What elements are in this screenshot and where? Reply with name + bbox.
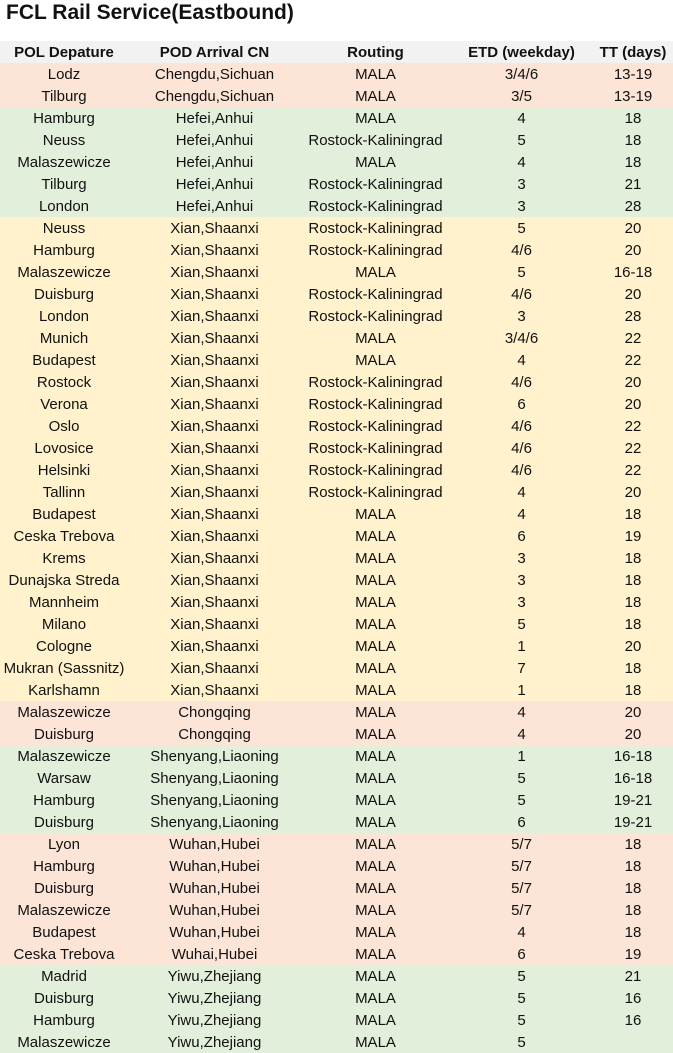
cell-routing: Rostock-Kaliningrad [308, 395, 443, 413]
cell-routing: Rostock-Kaliningrad [308, 285, 443, 303]
cell-etd: 6 [517, 813, 526, 831]
cell-tt: 18 [624, 681, 642, 699]
cell-etd: 3 [517, 571, 526, 589]
cell-etd: 4/6 [511, 285, 532, 303]
cell-etd: 4 [517, 725, 526, 743]
cell-routing: MALA [355, 681, 396, 699]
cell-etd: 1 [517, 681, 526, 699]
table-row [0, 195, 673, 217]
cell-etd: 5/7 [511, 879, 532, 897]
cell-pod: Yiwu,Zhejiang [167, 1033, 262, 1051]
cell-tt: 20 [624, 725, 642, 743]
cell-routing: MALA [355, 87, 396, 105]
cell-etd: 6 [517, 527, 526, 545]
cell-pol: Duisburg [33, 725, 95, 743]
cell-etd: 3/4/6 [504, 65, 539, 83]
cell-tt: 18 [624, 923, 642, 941]
cell-etd: 5/7 [511, 857, 532, 875]
cell-pol: Malaszewicze [17, 703, 111, 721]
cell-pol: Hamburg [33, 857, 95, 875]
cell-pol: Ceska Trebova [13, 945, 115, 963]
cell-pod: Xian,Shaanxi [170, 483, 259, 501]
cell-etd: 5 [517, 219, 526, 237]
cell-tt: 22 [624, 461, 642, 479]
table-row [0, 393, 673, 415]
table-row [0, 1031, 673, 1053]
cell-tt: 18 [624, 131, 642, 149]
cell-routing: Rostock-Kaliningrad [308, 175, 443, 193]
cell-etd: 4/6 [511, 461, 532, 479]
header-pod: POD Arrival CN [159, 43, 270, 61]
cell-etd: 5 [517, 131, 526, 149]
table-row [0, 877, 673, 899]
cell-pol: Duisburg [33, 813, 95, 831]
cell-routing: MALA [355, 703, 396, 721]
cell-routing: MALA [355, 857, 396, 875]
cell-etd: 6 [517, 395, 526, 413]
cell-tt: 18 [624, 879, 642, 897]
cell-routing: MALA [355, 153, 396, 171]
cell-pod: Shenyang,Liaoning [150, 813, 279, 831]
cell-tt: 19-21 [613, 791, 653, 809]
cell-tt: 22 [624, 351, 642, 369]
cell-routing: MALA [355, 725, 396, 743]
cell-routing: MALA [355, 989, 396, 1007]
cell-pol: Oslo [48, 417, 80, 435]
cell-pol: Neuss [42, 131, 86, 149]
cell-tt: 21 [624, 967, 642, 985]
cell-pol: Budapest [32, 923, 96, 941]
table-row [0, 305, 673, 327]
table-row [0, 569, 673, 591]
table-row [0, 855, 673, 877]
cell-routing: MALA [355, 879, 396, 897]
cell-pod: Chengdu,Sichuan [154, 65, 275, 83]
cell-pol: Rostock [36, 373, 92, 391]
cell-pol: Helsinki [37, 461, 91, 479]
cell-pod: Chongqing [178, 725, 251, 743]
cell-etd: 5 [517, 989, 526, 1007]
cell-tt: 20 [624, 373, 642, 391]
cell-pod: Xian,Shaanxi [170, 439, 259, 457]
cell-pol: Malaszewicze [17, 263, 111, 281]
cell-tt: 20 [624, 483, 642, 501]
cell-etd: 1 [517, 747, 526, 765]
cell-pod: Yiwu,Zhejiang [167, 967, 262, 985]
cell-routing: MALA [355, 813, 396, 831]
cell-pod: Xian,Shaanxi [170, 329, 259, 347]
cell-pol: Hamburg [33, 1011, 95, 1029]
table-row [0, 129, 673, 151]
cell-tt: 16-18 [613, 747, 653, 765]
cell-routing: MALA [355, 769, 396, 787]
cell-pod: Shenyang,Liaoning [150, 747, 279, 765]
table-row [0, 789, 673, 811]
cell-etd: 5 [517, 1033, 526, 1051]
cell-pol: Malaszewicze [17, 747, 111, 765]
cell-pol: Duisburg [33, 285, 95, 303]
cell-pol: Cologne [36, 637, 92, 655]
table-header-row [0, 41, 673, 63]
cell-pod: Xian,Shaanxi [170, 219, 259, 237]
cell-pol: Hamburg [33, 109, 95, 127]
cell-etd: 3/5 [511, 87, 532, 105]
cell-routing: MALA [355, 549, 396, 567]
table-row [0, 635, 673, 657]
cell-etd: 4/6 [511, 417, 532, 435]
cell-tt: 19 [624, 945, 642, 963]
cell-pod: Hefei,Anhui [175, 175, 254, 193]
cell-routing: Rostock-Kaliningrad [308, 461, 443, 479]
page-title: FCL Rail Service(Eastbound) [6, 1, 294, 24]
cell-pol: Budapest [32, 351, 96, 369]
cell-routing: Rostock-Kaliningrad [308, 307, 443, 325]
table-row [0, 657, 673, 679]
cell-tt: 21 [624, 175, 642, 193]
cell-routing: Rostock-Kaliningrad [308, 131, 443, 149]
cell-tt: 18 [624, 615, 642, 633]
table-row [0, 965, 673, 987]
table-row [0, 239, 673, 261]
table-row [0, 987, 673, 1009]
cell-routing: Rostock-Kaliningrad [308, 197, 443, 215]
cell-pod: Wuhan,Hubei [169, 857, 260, 875]
cell-tt: 18 [624, 593, 642, 611]
cell-routing: MALA [355, 747, 396, 765]
cell-tt: 22 [624, 439, 642, 457]
cell-pod: Hefei,Anhui [175, 197, 254, 215]
cell-pol: Budapest [32, 505, 96, 523]
cell-routing: MALA [355, 945, 396, 963]
cell-routing: MALA [355, 901, 396, 919]
cell-etd: 5 [517, 967, 526, 985]
cell-pol: Malaszewicze [17, 901, 111, 919]
cell-pod: Xian,Shaanxi [170, 307, 259, 325]
cell-tt [593, 1031, 673, 1053]
cell-routing: MALA [355, 351, 396, 369]
header-pol: POL Depature [14, 43, 114, 61]
cell-pol: Madrid [41, 967, 87, 985]
cell-etd: 3 [517, 307, 526, 325]
cell-tt: 18 [624, 571, 642, 589]
cell-tt: 16 [624, 989, 642, 1007]
cell-tt: 18 [624, 659, 642, 677]
cell-pol: Verona [40, 395, 88, 413]
cell-routing: MALA [355, 1033, 396, 1051]
table-row [0, 811, 673, 833]
cell-pod: Xian,Shaanxi [170, 373, 259, 391]
cell-tt: 20 [624, 219, 642, 237]
cell-routing: Rostock-Kaliningrad [308, 373, 443, 391]
cell-pod: Xian,Shaanxi [170, 637, 259, 655]
table-row [0, 767, 673, 789]
cell-pod: Xian,Shaanxi [170, 593, 259, 611]
cell-routing: MALA [355, 791, 396, 809]
cell-etd: 1 [517, 637, 526, 655]
cell-etd: 5/7 [511, 901, 532, 919]
cell-tt: 18 [624, 549, 642, 567]
cell-tt: 13-19 [613, 65, 653, 83]
cell-tt: 20 [624, 395, 642, 413]
cell-pol: Duisburg [33, 989, 95, 1007]
cell-etd: 4 [517, 153, 526, 171]
cell-routing: MALA [355, 659, 396, 677]
cell-etd: 5 [517, 1011, 526, 1029]
cell-tt: 18 [624, 901, 642, 919]
cell-pod: Yiwu,Zhejiang [167, 989, 262, 1007]
cell-etd: 5 [517, 263, 526, 281]
table-row [0, 701, 673, 723]
cell-pol: Warsaw [37, 769, 91, 787]
cell-etd: 6 [517, 945, 526, 963]
cell-tt: 16-18 [613, 263, 653, 281]
cell-pod: Hefei,Anhui [175, 153, 254, 171]
cell-tt: 19-21 [613, 813, 653, 831]
cell-pod: Xian,Shaanxi [170, 681, 259, 699]
cell-etd: 7 [517, 659, 526, 677]
cell-pol: Hamburg [33, 791, 95, 809]
cell-pol: Ceska Trebova [13, 527, 115, 545]
table-row [0, 679, 673, 701]
cell-etd: 3 [517, 197, 526, 215]
cell-pol: Tallinn [42, 483, 86, 501]
cell-pol: Munich [39, 329, 89, 347]
cell-pol: Krems [42, 549, 86, 567]
cell-pod: Wuhan,Hubei [169, 879, 260, 897]
cell-etd: 3 [517, 175, 526, 193]
cell-pod: Xian,Shaanxi [170, 395, 259, 413]
cell-pol: Dunajska Streda [8, 571, 120, 589]
header-routing: Routing [347, 43, 404, 61]
cell-etd: 5 [517, 769, 526, 787]
cell-pod: Xian,Shaanxi [170, 527, 259, 545]
cell-tt: 16 [624, 1011, 642, 1029]
cell-pol: Lodz [47, 65, 81, 83]
cell-routing: Rostock-Kaliningrad [308, 483, 443, 501]
cell-etd: 4 [517, 923, 526, 941]
cell-pod: Xian,Shaanxi [170, 351, 259, 369]
table-row [0, 525, 673, 547]
table-row [0, 547, 673, 569]
cell-pod: Xian,Shaanxi [170, 263, 259, 281]
table-row [0, 591, 673, 613]
cell-tt: 22 [624, 329, 642, 347]
cell-etd: 4/6 [511, 439, 532, 457]
table-row [0, 85, 673, 107]
cell-etd: 4 [517, 351, 526, 369]
cell-pol: Malaszewicze [17, 1033, 111, 1051]
cell-etd: 4 [517, 483, 526, 501]
cell-pol: Tilburg [41, 87, 87, 105]
cell-tt: 22 [624, 417, 642, 435]
cell-routing: Rostock-Kaliningrad [308, 241, 443, 259]
cell-pol: Mukran (Sassnitz) [3, 659, 125, 677]
cell-pol: London [38, 197, 90, 215]
cell-pod: Wuhan,Hubei [169, 901, 260, 919]
cell-pol: Mannheim [28, 593, 100, 611]
table-body [0, 63, 673, 1053]
cell-pod: Hefei,Anhui [175, 109, 254, 127]
cell-pod: Xian,Shaanxi [170, 505, 259, 523]
cell-etd: 4/6 [511, 241, 532, 259]
cell-etd: 5 [517, 791, 526, 809]
table-row [0, 745, 673, 767]
cell-etd: 5 [517, 615, 526, 633]
cell-tt: 28 [624, 307, 642, 325]
cell-pod: Wuhai,Hubei [171, 945, 258, 963]
cell-tt: 20 [624, 285, 642, 303]
table-row [0, 349, 673, 371]
table-row [0, 437, 673, 459]
cell-routing: MALA [355, 637, 396, 655]
cell-tt: 13-19 [613, 87, 653, 105]
cell-tt: 18 [624, 857, 642, 875]
cell-routing: Rostock-Kaliningrad [308, 439, 443, 457]
cell-pol: Tilburg [41, 175, 87, 193]
cell-pod: Xian,Shaanxi [170, 461, 259, 479]
table-row [0, 151, 673, 173]
cell-pod: Shenyang,Liaoning [150, 791, 279, 809]
cell-routing: MALA [355, 329, 396, 347]
cell-pod: Chengdu,Sichuan [154, 87, 275, 105]
cell-routing: MALA [355, 263, 396, 281]
rail-service-table [0, 41, 673, 1053]
cell-etd: 4 [517, 109, 526, 127]
table-row [0, 459, 673, 481]
cell-tt: 18 [624, 109, 642, 127]
cell-pol: Karlshamn [28, 681, 100, 699]
cell-tt: 16-18 [613, 769, 653, 787]
table-row [0, 173, 673, 195]
cell-pod: Xian,Shaanxi [170, 615, 259, 633]
table-row [0, 943, 673, 965]
cell-routing: Rostock-Kaliningrad [308, 417, 443, 435]
table-row [0, 481, 673, 503]
table-row [0, 899, 673, 921]
cell-pod: Xian,Shaanxi [170, 417, 259, 435]
cell-pol: Malaszewicze [17, 153, 111, 171]
cell-pol: Neuss [42, 219, 86, 237]
cell-routing: MALA [355, 835, 396, 853]
cell-pol: Hamburg [33, 241, 95, 259]
table-row [0, 415, 673, 437]
table-row [0, 371, 673, 393]
cell-pod: Xian,Shaanxi [170, 659, 259, 677]
table-row [0, 723, 673, 745]
cell-tt: 18 [624, 835, 642, 853]
header-tt: TT (days) [599, 43, 667, 61]
cell-pod: Xian,Shaanxi [170, 241, 259, 259]
cell-routing: MALA [355, 65, 396, 83]
cell-pod: Shenyang,Liaoning [150, 769, 279, 787]
cell-tt: 28 [624, 197, 642, 215]
cell-tt: 20 [624, 637, 642, 655]
cell-pol: Milano [41, 615, 87, 633]
cell-routing: Rostock-Kaliningrad [308, 219, 443, 237]
cell-routing: MALA [355, 527, 396, 545]
cell-pod: Wuhan,Hubei [169, 923, 260, 941]
cell-routing: MALA [355, 615, 396, 633]
cell-pod: Yiwu,Zhejiang [167, 1011, 262, 1029]
table-row [0, 613, 673, 635]
cell-pod: Hefei,Anhui [175, 131, 254, 149]
cell-tt: 20 [624, 241, 642, 259]
table-row [0, 261, 673, 283]
cell-pod: Chongqing [178, 703, 251, 721]
cell-pol: Lyon [48, 835, 80, 853]
table-row [0, 283, 673, 305]
header-etd: ETD (weekday) [468, 43, 575, 61]
cell-pol: London [38, 307, 90, 325]
cell-routing: MALA [355, 109, 396, 127]
cell-pol: Duisburg [33, 879, 95, 897]
cell-etd: 3/4/6 [504, 329, 539, 347]
cell-routing: MALA [355, 1011, 396, 1029]
cell-tt: 18 [624, 505, 642, 523]
cell-pod: Xian,Shaanxi [170, 571, 259, 589]
cell-pol: Lovosice [34, 439, 94, 457]
cell-pod: Wuhan,Hubei [169, 835, 260, 853]
cell-routing: MALA [355, 505, 396, 523]
cell-etd: 4 [517, 505, 526, 523]
table-row [0, 921, 673, 943]
table-row [0, 327, 673, 349]
cell-pod: Xian,Shaanxi [170, 285, 259, 303]
table-row [0, 217, 673, 239]
cell-etd: 4/6 [511, 373, 532, 391]
cell-etd: 3 [517, 549, 526, 567]
table-row [0, 833, 673, 855]
cell-routing: MALA [355, 571, 396, 589]
cell-pod: Xian,Shaanxi [170, 549, 259, 567]
cell-routing: MALA [355, 967, 396, 985]
table-row [0, 1009, 673, 1031]
cell-etd: 4 [517, 703, 526, 721]
cell-tt: 20 [624, 703, 642, 721]
table-row [0, 503, 673, 525]
cell-etd: 3 [517, 593, 526, 611]
cell-tt: 18 [624, 153, 642, 171]
table-row [0, 107, 673, 129]
table-row [0, 63, 673, 85]
cell-routing: MALA [355, 593, 396, 611]
cell-routing: MALA [355, 923, 396, 941]
cell-tt: 19 [624, 527, 642, 545]
cell-etd: 5/7 [511, 835, 532, 853]
